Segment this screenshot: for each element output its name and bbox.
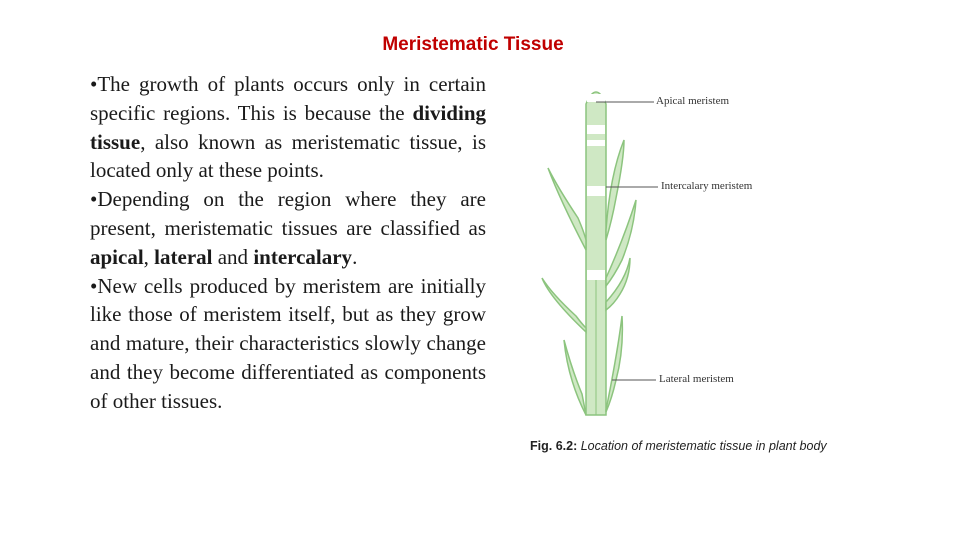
leaf-lower-right xyxy=(606,316,622,412)
leaf-upper-left xyxy=(548,168,586,250)
bold-term: lateral xyxy=(154,244,213,269)
bold-term: apical xyxy=(90,244,144,269)
intercalary-meristem-band xyxy=(587,186,605,196)
label-lateral-meristem: Lateral meristem xyxy=(659,373,734,385)
plant-figure xyxy=(520,80,900,480)
bold-term: dividing tissue xyxy=(90,100,486,154)
bold-term: intercalary xyxy=(253,244,353,269)
body-text xyxy=(90,70,486,416)
plant-illustration xyxy=(520,80,900,480)
figure-caption xyxy=(530,439,827,453)
meristem-band-1 xyxy=(587,125,605,134)
bullet-classification: •Depending on the region where they are present, meristematic tissues are classified as apical, lateral and intercalary. xyxy=(90,187,486,269)
bullet-marker: • xyxy=(90,187,98,212)
bullet-marker: • xyxy=(90,72,98,96)
bullet-differentiation: •New cells produced by meristem are initially like those of meristem itself, but as they grow and mature, their characteristics slowly change and they become differentiated as components of other tissues. xyxy=(90,273,486,413)
slide-title: Meristematic Tissue xyxy=(382,34,564,55)
bullet-growth: •The growth of plants occurs only in certain specific regions. This is because the dividing tissue, also known as meristematic tissue, is located only at these points. xyxy=(90,72,486,183)
label-apical-meristem: Apical meristem xyxy=(656,95,730,107)
meristem-band-2 xyxy=(587,140,605,146)
leaf-upper-right xyxy=(606,140,624,240)
figure-caption-text: Location of meristematic tissue in plant body xyxy=(577,439,827,453)
leaf-lower-left xyxy=(542,278,586,332)
meristem-band-3 xyxy=(587,270,605,280)
bullet-marker: • xyxy=(90,273,98,298)
apical-meristem-band xyxy=(587,94,605,102)
label-intercalary-meristem: Intercalary meristem xyxy=(661,180,753,192)
figure-number: Fig. 6.2: xyxy=(530,439,578,453)
leaf-lower-left-2 xyxy=(564,340,586,415)
